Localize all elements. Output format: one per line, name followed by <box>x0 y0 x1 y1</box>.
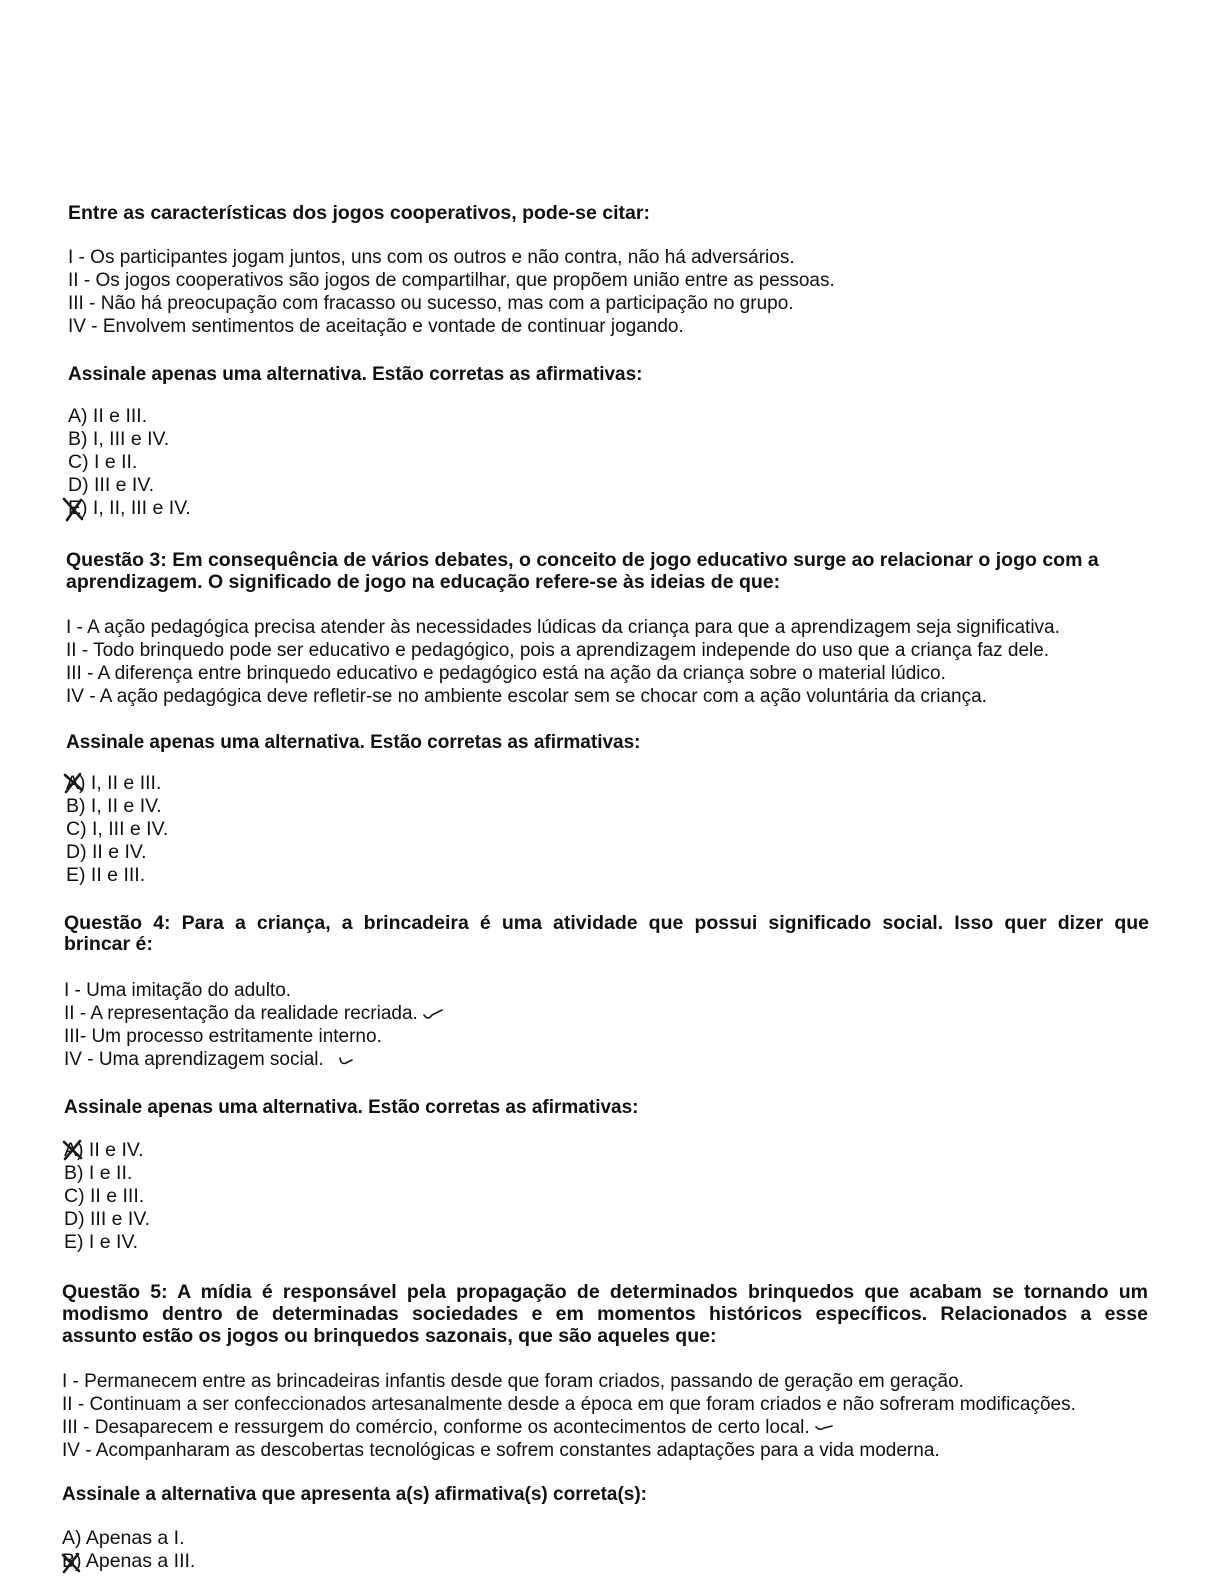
option-e[interactable] <box>66 864 145 887</box>
option-c[interactable] <box>64 1185 144 1208</box>
question-3-instruction: Assinale apenas uma alternativa. Estão corretas as afirmativas: <box>66 732 641 753</box>
question-4-title: Questão 4: Para a criança, a brincadeira é uma atividade que possui significado social. Isso quer dizer que <box>64 912 1149 934</box>
statement-line: II - Os jogos cooperativos são jogos de compartilhar, que propõem união entre as pessoas. <box>68 270 835 291</box>
option-text: II e III. <box>90 864 146 886</box>
statement-line <box>64 1048 358 1071</box>
option-text: I, II, III e IV. <box>92 497 191 519</box>
option-letter: E) <box>66 864 86 886</box>
option-e[interactable] <box>64 1231 138 1254</box>
option-text: II e III. <box>90 1185 145 1207</box>
statement-text: III - Desaparecem e ressurgem do comércio, conforme os acontecimentos de certo local. <box>62 1417 810 1438</box>
option-text: III e IV. <box>94 474 154 496</box>
statement-text: II - A representação da realidade recriada. <box>64 1003 418 1024</box>
question-5-title: assunto estão os jogos ou brinquedos sazonais, que são aqueles que: <box>62 1325 717 1347</box>
option-letter: B) <box>66 795 86 817</box>
option-letter: A) <box>66 772 86 794</box>
question-2-intro: Entre as características dos jogos cooperativos, pode-se citar: <box>68 202 650 224</box>
option-text: I e IV. <box>88 1231 139 1253</box>
option-text: II e IV. <box>92 841 147 863</box>
statement-line: II - Todo brinquedo pode ser educativo e pedagógico, pois a aprendizagem independe do uso que a criança faz dele. <box>66 640 1050 661</box>
option-letter: D) <box>64 1208 85 1230</box>
statement-line <box>62 1416 836 1439</box>
option-text: I, III e IV. <box>92 428 170 450</box>
question-3-title: Questão 3: Em consequência de vários debates, o conceito de jogo educativo surge ao relacionar o jogo com a <box>66 549 1099 571</box>
statement-line: IV - Envolvem sentimentos de aceitação e vontade de continuar jogando. <box>68 316 684 337</box>
option-c[interactable] <box>66 818 168 841</box>
statement-line: III - A diferença entre brinquedo educativo e pedagógico está na ação da criança sobre o material lúdico. <box>66 663 946 684</box>
option-b[interactable] <box>68 428 169 451</box>
handwritten-x-mark-icon <box>60 770 88 796</box>
option-letter: D) <box>66 841 87 863</box>
option-d[interactable] <box>68 474 154 497</box>
option-text: I, II e IV. <box>90 795 162 817</box>
question-2-instruction: Assinale apenas uma alternativa. Estão corretas as afirmativas: <box>68 364 643 385</box>
option-letter: B) <box>68 428 88 450</box>
option-b[interactable] <box>64 1162 132 1185</box>
option-text: II e III. <box>92 405 148 427</box>
statement-line: III- Um processo estritamente interno. <box>64 1026 382 1047</box>
option-letter: C) <box>68 451 89 473</box>
option-d[interactable] <box>66 841 147 864</box>
option-text: Apenas a I. <box>85 1527 185 1549</box>
option-letter: A) <box>68 405 88 427</box>
question-4-title: brincar é: <box>64 933 153 955</box>
option-letter: B) <box>64 1162 84 1184</box>
option-letter: A) <box>64 1139 84 1161</box>
statement-line: I - Permanecem entre as brincadeiras infantis desde que foram criados, passando de geração em geração. <box>62 1371 964 1392</box>
option-letter: C) <box>64 1185 85 1207</box>
option-text: I e II. <box>94 451 138 473</box>
option-text: III e IV. <box>90 1208 150 1230</box>
statement-line: III - Não há preocupação com fracasso ou sucesso, mas com a participação no grupo. <box>68 293 794 314</box>
question-4-instruction: Assinale apenas uma alternativa. Estão corretas as afirmativas: <box>64 1097 639 1118</box>
option-letter: E) <box>68 497 88 519</box>
question-5-title: Questão 5: A mídia é responsável pela propagação de determinados brinquedos que acabam se tornando um <box>62 1281 1148 1303</box>
handwritten-x-mark-icon <box>59 1137 87 1163</box>
option-letter: E) <box>64 1231 84 1253</box>
handwritten-check-icon <box>814 1421 836 1435</box>
statement-line: IV - Acompanharam as descobertas tecnológicas e sofrem constantes adaptações para a vida moderna. <box>62 1440 940 1461</box>
option-letter: B) <box>62 1550 82 1572</box>
statement-line: II - Continuam a ser confeccionados artesanalmente desde a época em que foram criados e não sofreram modificações. <box>62 1394 1076 1415</box>
handwritten-x-mark-icon <box>58 1550 86 1576</box>
statement-line: IV - A ação pedagógica deve refletir-se no ambiente escolar sem se chocar com a ação voluntária da criança. <box>66 686 987 707</box>
option-b[interactable] <box>66 795 162 818</box>
option-text: I, II e III. <box>90 772 162 794</box>
handwritten-check-icon <box>336 1053 358 1067</box>
option-text: I e II. <box>88 1162 133 1184</box>
statement-line <box>64 1002 444 1025</box>
option-letter: A) <box>62 1527 82 1549</box>
option-letter: C) <box>66 818 87 840</box>
statement-line: I - Os participantes jogam juntos, uns com os outros e não contra, não há adversários. <box>68 247 795 268</box>
handwritten-check-icon <box>422 1007 444 1021</box>
statement-text: IV - Uma aprendizagem social. <box>64 1049 324 1070</box>
option-letter: D) <box>68 474 89 496</box>
question-5-instruction: Assinale a alternativa que apresenta a(s) afirmativa(s) correta(s): <box>62 1484 648 1505</box>
option-a[interactable] <box>68 405 147 428</box>
option-d[interactable] <box>64 1208 150 1231</box>
handwritten-x-mark-icon <box>60 496 88 522</box>
statement-line: I - A ação pedagógica precisa atender às necessidades lúdicas da criança para que a aprendizagem seja significativa. <box>66 617 1060 638</box>
option-text: I, III e IV. <box>92 818 169 840</box>
question-3-title: aprendizagem. O significado de jogo na educação refere-se às ideias de que: <box>66 571 781 593</box>
option-text: II e IV. <box>88 1139 144 1161</box>
question-5-title: modismo dentro de determinadas sociedades e em momentos históricos específicos. Relacionados a esse <box>62 1303 1148 1325</box>
statement-line: I - Uma imitação do adulto. <box>64 980 292 1001</box>
option-a[interactable] <box>62 1527 185 1550</box>
option-c[interactable] <box>68 451 137 474</box>
option-text: Apenas a III. <box>85 1550 196 1572</box>
